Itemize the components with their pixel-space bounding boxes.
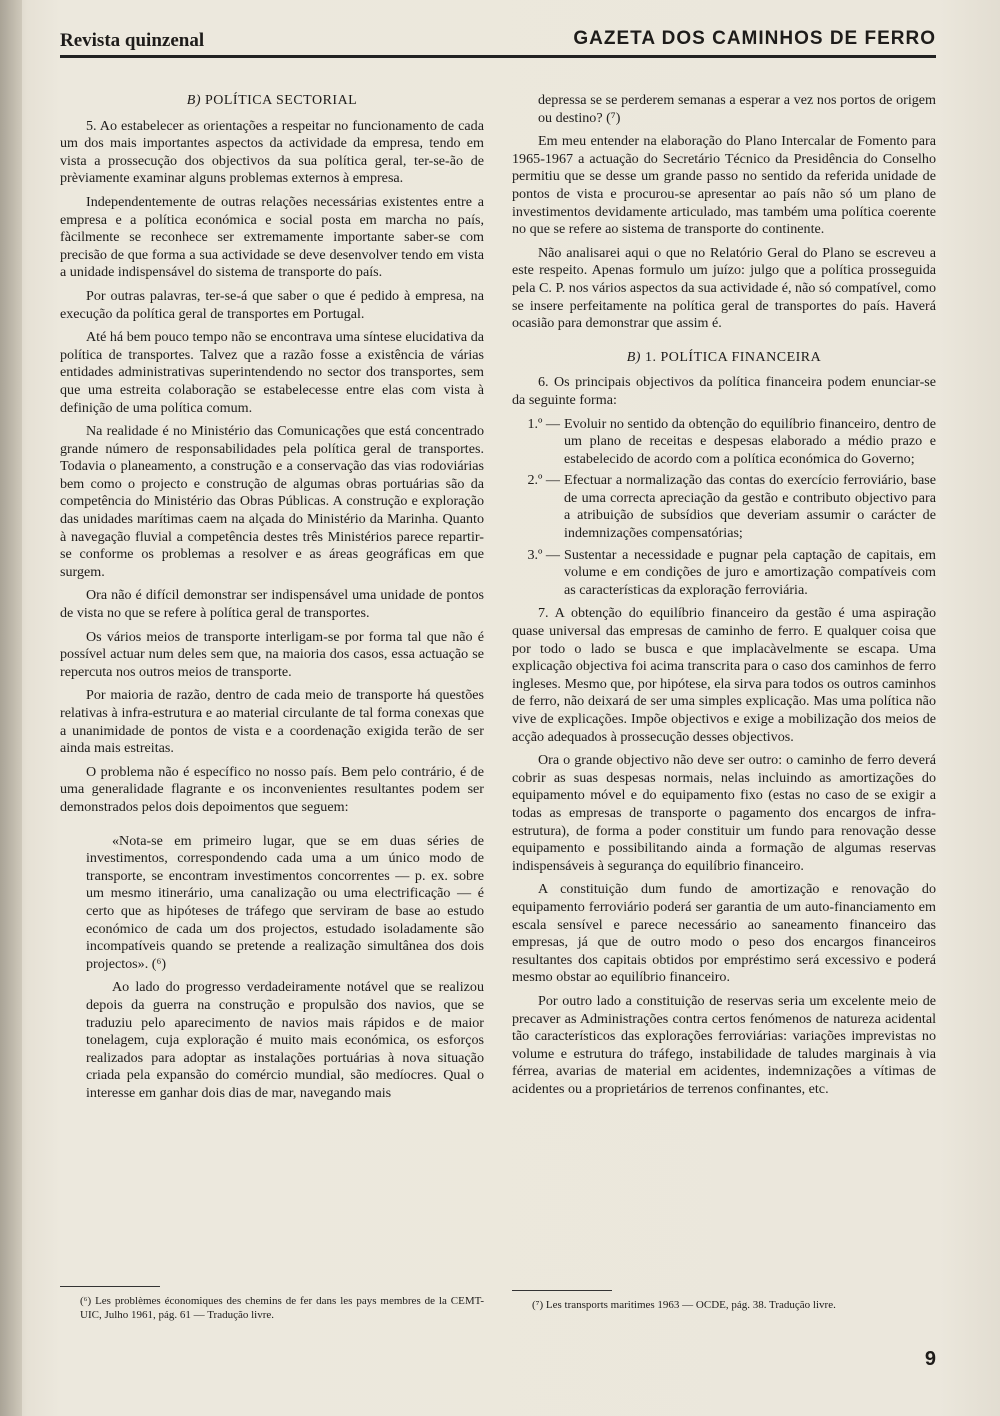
list-item-number: 2.º — [527, 472, 560, 489]
quote-paragraph: «Nota-se em primeiro lugar, que se em duas séries de investimentos, correspondendo cada uma a um único modo de transporte, se encontram investimentos concorrentes — p. ex. sobre um mesmo itinerário, uma canalização ou uma electrificação — é certo que as hipóteses de tráfego que serviram de base ao estudo económico de cada um dos projectos, estudado isoladamente são incompatíveis quando se pretende a realização simultânea dos dois projectos». (⁶) [86, 832, 484, 972]
paragraph: Por outras palavras, ter-se-á que saber o que é pedido à empresa, na execução da política geral de transportes em Portugal. [60, 287, 484, 322]
header-left: Revista quinzenal [60, 30, 205, 51]
list-item-text: Efectuar a normalização das contas do exercício ferroviário, base de uma correcta apreciação da gestão e contributo objectivo para a atribuição de subsídios que deveriam assumir o carácter de indemnizações compensatórias; [564, 472, 936, 542]
paragraph: Até há bem pouco tempo não se encontrava uma síntese elucidativa da política de transportes. Talvez que a razão fosse a existência de várias entidades administrativas superintendendo no sector dos transportes, sem que uma estreita colaboração se estabelecesse entre elas com vista à definição de uma política comum. [60, 329, 485, 416]
paragraph: Em meu entender na elaboração do Plano Intercalar de Fomento para 1965-1967 a actuação do Secretário Técnico da Presidência do Conselho permitiu que se desse um grande passo no sentido da referida unidade de pontos de vista e procurou-se apresentar ao país não só um plano de investimentos devidamente articulado, mas também uma política coerente no que se refere ao sistema de transporte do continente. [512, 133, 936, 238]
list-item-text: Sustentar a necessidade e pugnar pela captação de capitais, em volume e em condições de juro e amortização compatíveis com as características da exploração ferroviária. [564, 546, 936, 598]
block-quote [60, 833, 484, 1103]
header-rule [60, 55, 936, 58]
footnote-text: (⁶) Les problèmes économiques des chemins de fer dans les pays membres de la CEMT-UIC, Julho 1961, pág. 61 — Tradução livre. [80, 1295, 484, 1321]
section-heading [60, 92, 484, 110]
section-letter: B) [186, 93, 201, 108]
paragraph: A constituição dum fundo de amortização e renovação do equipamento ferroviário poderá ser garantia de um auto-financiamento em escala sensível e parece necessário ao saneamento financeiro das empresas, já que de outro modo o peso dos encargos financeiros resultantes dos capitais obtidos por empréstimo será excessivo e poderá mesmo obstar ao equilíbrio financeiro. [512, 881, 936, 986]
footnote-rule [512, 1290, 612, 1291]
list-item [512, 547, 936, 600]
right-column [512, 92, 936, 1104]
page-number: 9 [924, 1348, 936, 1370]
list-item-text: Evoluir no sentido da obtenção do equilíbrio financeiro, dentro de um plano de receitas e despesas elaborado a médio prazo e estabelecido de acordo com a política económica do Governo; [564, 415, 936, 467]
paragraph: 7. A obtenção do equilíbrio financeiro da gestão é uma aspiração quase universal das empresas de caminho de ferro. E qualquer coisa que por todo o lado se busca e que implacàvelmente se escapa. Uma explicação objectiva foi acima transcrita para o caso dos caminhos de ferro ingleses. Mesmo que, por hipótese, ela sirva para todos os outros caminhos de ferro, não deixará de ser uma simples explicação. Mas uma política não vive de explicações. Impõe objectivos e exige a mobilização dos meios de acção adequados à prossecução desses objectivos. [512, 605, 936, 745]
paragraph: Na realidade é no Ministério das Comunicações que está concentrado grande número de responsabilidades pela política geral de transportes. Todavia o planeamento, a construção e a conservação das vias rodoviárias bem como o projecto e construção de algumas obras portuárias são da competência do Ministério das Obras Públicas. A construção e exploração das unidades marítimas caem na alçada do Ministério da Marinha. Quanto à navegação fluvial a competência destes três Ministérios parece repartir-se conforme os problemas a resolver e as áreas geográficas em que surgem. [60, 423, 484, 580]
section-title: 1. POLÍTICA FINANCEIRA [644, 349, 822, 365]
page-binding-shadow [0, 0, 22, 1416]
list-item [512, 416, 936, 469]
quote-paragraph: Ao lado do progresso verdadeiramente notável que se realizou depois da guerra na construção e propulsão dos navios, que se traduziu pelo aparecimento de navios mais rápidos e de maior tonelagem, cuja exploração é muito mais económica, os esforços realizados para adoptar as instalações portuárias à nova situação criada pela expansão do comércio mundial, são medíocres. Qual o interesse em ganhar dois dias de mar, navegando mais [86, 979, 484, 1101]
paragraph: O problema não é específico no nosso país. Bem pelo contrário, é de uma generalidade flagrante e os inconvenientes resultantes podem ser demonstrados pelos dois depoimentos que seguem: [60, 763, 484, 815]
list-item-number: 3.º — [527, 546, 560, 563]
section-heading [512, 349, 936, 367]
paragraph: Por outro lado a constituição de reservas seria um excelente meio de precaver as Administrações contra certos fenómenos de natureza acidental tão característicos das explorações ferroviárias: variações imprevistas no volume e estrutura do tráfego, instabilidade de taludes marginais à via férrea, avarias de material em acidentes, indemnizações a vítimas de acidentes ou a proprietários de terrenos confinantes, etc. [512, 992, 936, 1097]
paragraph: Ora o grande objectivo não deve ser outro: o caminho de ferro deverá cobrir as suas despesas normais, nelas incluindo as amortizações do equipamento móvel e do equipamento fixo (estas no caso de se exigir a todas as empresas de transporte o pagamento dos encargos de infra-estrutura), de forma a poder constituir um fundo para renovação desse equipamento e possibilitando ainda a formação de algumas reservas indispensáveis à segurança do equilíbrio financeiro. [512, 752, 936, 874]
quote-continuation: depressa se se perderem semanas a esperar a vez nos portos de origem ou destino? (⁷) [538, 92, 936, 126]
footnote-text: (⁷) Les transports maritimes 1963 — OCDE, pág. 38. Tradução livre. [532, 1299, 836, 1311]
paragraph: Não analisarei aqui o que no Relatório Geral do Plano se escreveu a este respeito. Apenas formulo um juízo: julgo que a política prosseguida pela C. P. nos vários aspectos da sua actividade é, não só compatível, como se insere perfeitamente na política geral de transportes do país. Haverá ocasião para demonstrar que assim é. [512, 244, 936, 332]
footnote-rule [60, 1286, 160, 1287]
running-header [60, 28, 936, 54]
left-column [60, 92, 484, 1108]
paragraph: Ora não é difícil demonstrar ser indispensável uma unidade de pontos de vista no que se refere à política geral de transportes. [60, 587, 484, 622]
section-title: POLÍTICA SECTORIAL [204, 93, 358, 108]
numbered-list [512, 416, 936, 600]
paragraph: Os vários meios de transporte interligam-se por forma tal que não é possível actuar num deles sem que, na maioria dos casos, essa actuação se repercuta nos outros meios de transporte. [60, 628, 484, 680]
footnote-left [60, 1294, 484, 1322]
section-letter: B) [626, 349, 641, 365]
header-right: GAZETA DOS CAMINHOS DE FERRO [573, 28, 936, 49]
paragraph: Independentemente de outras relações necessárias existentes entre a empresa e a política económica e social posta em marcha no país, fàcilmente se reconhece ser extremamente importante saber-se com precisão de que forma a sua actividade se deve desenvolver tendo em vista a unidade indispensável do sistema de transporte do país. [60, 193, 484, 281]
list-item [512, 472, 936, 542]
footnote-right [512, 1298, 936, 1312]
paragraph: 6. Os principais objectivos da política financeira podem enunciar-se da seguinte forma: [512, 374, 936, 408]
paragraph: 5. Ao estabelecer as orientações a respeitar no funcionamento de cada um dos mais importantes aspectos da actividade da empresa, tendo em vista a prossecução dos objectivos da sua política geral, ter-se-ão de prèviamente examinar alguns problemas externos à empresa. [60, 117, 484, 187]
paragraph: Por maioria de razão, dentro de cada meio de transporte há questões relativas à infra-estrutura e ao material circulante de tal forma conexas que a unanimidade de pontos de vista e a coordenação exigida terão de ser ainda mais estreitas. [60, 687, 484, 757]
list-item-number: 1.º — [527, 415, 560, 432]
